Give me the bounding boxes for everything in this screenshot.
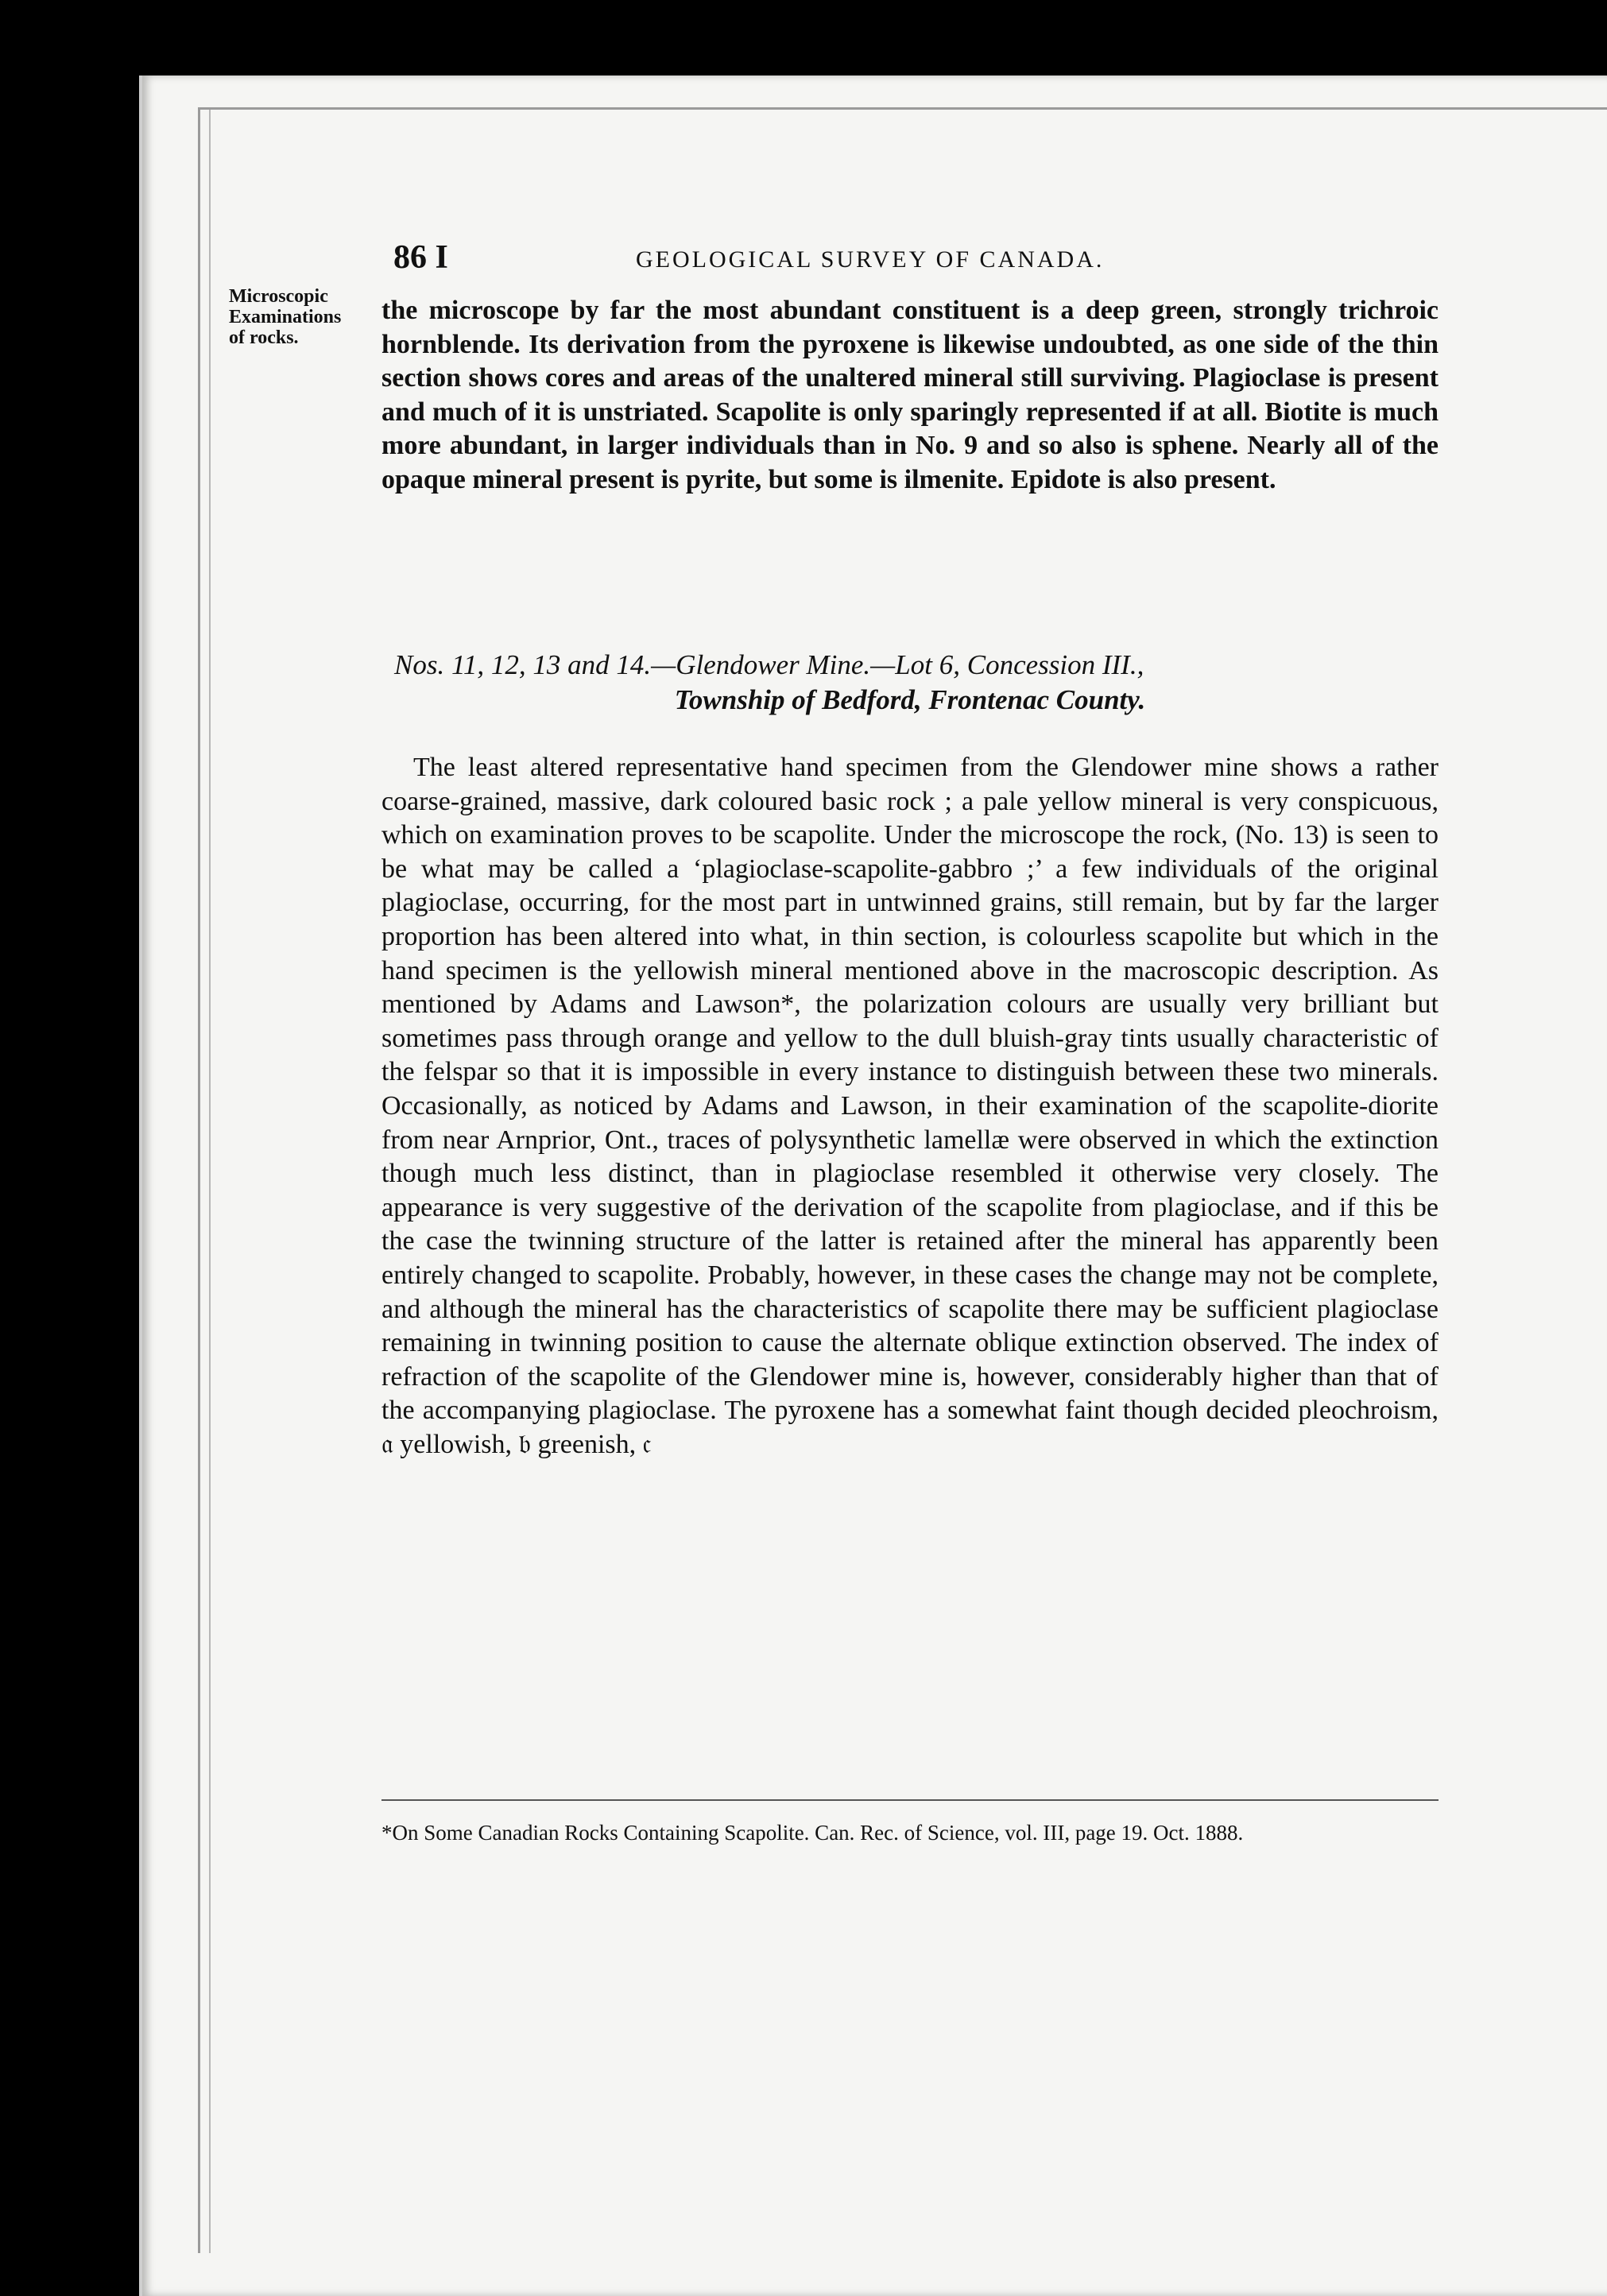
section-heading-line-1: Nos. 11, 12, 13 and 14.—Glendower Mine.—Lot 6, Concession III., — [394, 649, 1144, 680]
running-title: GEOLOGICAL SURVEY OF CANADA. — [636, 246, 1105, 273]
page-border-left-inner — [209, 107, 211, 2253]
margin-note: Microscopic Examinations of rocks. — [229, 286, 342, 348]
footnote: *On Some Canadian Rocks Containing Scapolite. Can. Rec. of Science, vol. III, page 19. Oct. 1888. — [381, 1821, 1244, 1845]
section-heading-line-2: Township of Bedford, Frontenac County. — [674, 684, 1146, 715]
paragraph-1-text: the microscope by far the most abundant constituent is a deep green, strongly trichroic hornblende. Its derivation from the pyroxene is likewise undoubted, as one side of the thin section shows cores and areas of the unaltered mineral still surviving. Plagioclase is present and much of it is unstriated. Scapolite is only sparingly represented if at all. Biotite is much more abundant, in larger individuals than in No. 9 and so also is sphene. Nearly all of the opaque mineral present is pyrite, but some is ilmenite. Epidote is also present. — [381, 296, 1439, 494]
page-border-left — [198, 107, 200, 2253]
paragraph-2-text: The least altered representative hand specimen from the Glendower mine shows a rather coarse-grained, massive, dark coloured basic rock ; a pale yellow mineral is very conspicuous, which on examination proves to be scapolite. Under the microscope the rock, (No. 13) is seen to be what may be called a ‘plagioclase-scapolite-gabbro ;’ a few individuals of the original plagioclase, occurring, for the most part in untwinned grains, still remain, but by far the larger proportion has been altered into what, in thin section, is colourless scapolite but which in the hand specimen is the yellowish mineral mentioned above in the macroscopic description. As mentioned by Adams and Lawson*, the polarization colours are usually very brilliant but sometimes pass through orange and yellow to the dull bluish-gray tints usually characteristic of the felspar so that it is impossible in every instance to distinguish between these two minerals. Occasionally, as noticed by Adams and Lawson, in their examination of the scapolite-diorite from near Arnprior, Ont., traces of polysynthetic lamellæ were observed in which the extinction though much less distinct, than in plagioclase resembled it otherwise very closely. The appearance is very suggestive of the derivation of the scapolite from plagioclase, and if this be the case the twinning structure of the latter is retained after the mineral has apparently been entirely changed to scapolite. Probably, however, in these cases the change may not be complete, and although the mineral has the characteristics of scapolite there may be sufficient plagioclase remaining in twinning position to cause the alternate oblique extinction observed. The index of refraction of the scapolite of the Glendower mine is, however, considerably higher than that of the accompanying plagioclase. The pyroxene has a somewhat faint though decided pleochroism, 𝔞 yellowish, 𝔟 greenish, 𝔠 — [381, 753, 1439, 1459]
page-header — [0, 238, 1468, 286]
paragraph-2 — [381, 751, 1439, 1462]
paragraph-1 — [381, 294, 1439, 498]
page-border-top — [198, 107, 1607, 110]
page-number: 86 I — [393, 239, 448, 276]
footnote-rule — [381, 1799, 1439, 1801]
section-heading — [381, 648, 1439, 718]
